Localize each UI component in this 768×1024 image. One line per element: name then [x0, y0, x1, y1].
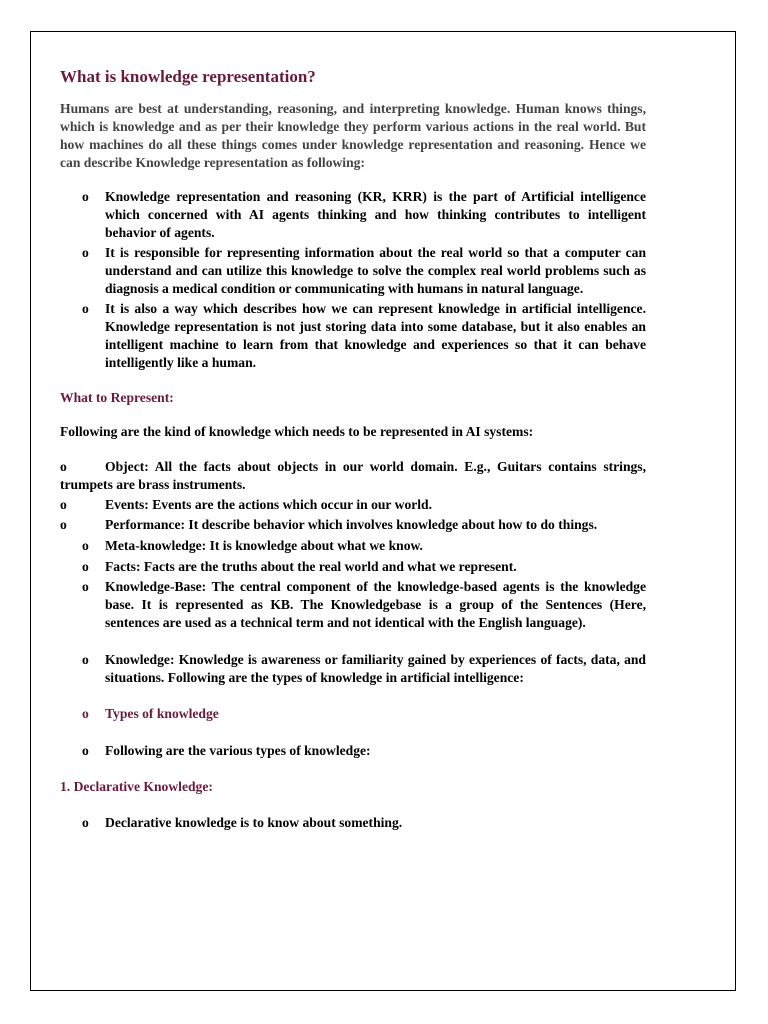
list-item: [60, 244, 646, 298]
bullet-icon: o: [82, 706, 89, 721]
bullet-icon: o: [82, 538, 89, 553]
intro-bullet-list: [60, 188, 646, 372]
list-item: [60, 458, 646, 494]
intro-paragraph: Humans are best at understanding, reasoning, and interpreting knowledge. Human knows things, which is knowledge and as per their knowledge they perform various actions in the real world. But how machines do all these things comes under knowledge representation and reasoning. Hence we can describe Knowledge representation as following:: [60, 101, 646, 170]
list-item-text: It is responsible for representing information about the real world so that a computer can understand and can utilize this knowledge to solve the complex real world problems such as diagnosis a medical condition or communicating with humans in natural language.: [105, 245, 646, 296]
list-item-text: Following are the various types of knowledge:: [105, 743, 371, 758]
document-content: [60, 66, 646, 832]
list-item-text: Object: All the facts about objects in our world domain. E.g., Guitars contains strings, trumpets are brass instruments.: [60, 459, 646, 492]
bullet-icon: o: [60, 459, 67, 474]
list-item: [60, 651, 646, 687]
list-item: [60, 300, 646, 372]
bullet-icon: o: [82, 579, 89, 594]
knowledge-elements-list: [60, 537, 646, 632]
list-item: [60, 742, 646, 760]
various-types-list: [60, 742, 646, 760]
bullet-icon: o: [82, 245, 89, 260]
types-list: [60, 705, 646, 723]
bullet-icon: o: [82, 815, 89, 830]
bullet-icon: o: [60, 517, 67, 532]
list-item: [60, 578, 646, 632]
list-item: [60, 814, 646, 832]
list-item-text: Facts: Facts are the truths about the real world and what we represent.: [105, 559, 517, 574]
list-item-text: It is also a way which describes how we can represent knowledge in artificial intelligence. Knowledge representation is not just storing data into some database, but it also enables an intelligent machine to learn from that knowledge and experiences so that it can behave intelligently like a human.: [105, 301, 646, 370]
list-item: [60, 516, 646, 534]
list-item-text: Declarative knowledge is to know about something.: [105, 815, 403, 830]
bullet-icon: o: [82, 743, 89, 758]
section-heading-declarative: 1. Declarative Knowledge:: [60, 779, 213, 794]
bullet-icon: o: [82, 559, 89, 574]
list-item: [60, 496, 646, 514]
list-item-text: Meta-knowledge: It is knowledge about what we know.: [105, 538, 423, 553]
list-item: [60, 558, 646, 576]
types-of-knowledge-heading: Types of knowledge: [105, 706, 219, 721]
knowledge-list: [60, 651, 646, 687]
list-item-text: Knowledge-Base: The central component of the knowledge-based agents is the knowledge base. It is represented as KB. The Knowledgebase is a group of the Sentences (Here, sentences are used as a technical term and not identical with the English language).: [105, 579, 646, 630]
page-title: What is knowledge representation?: [60, 67, 316, 86]
list-item: [60, 705, 646, 723]
list-item: [60, 188, 646, 242]
kind-of-knowledge-text: Following are the kind of knowledge which needs to be represented in AI systems:: [60, 424, 534, 439]
list-item-text: Knowledge representation and reasoning (KR, KRR) is the part of Artificial intelligence which concerned with AI agents thinking and how thinking contributes to intelligent behavior of agents.: [105, 189, 646, 240]
bullet-icon: o: [60, 497, 67, 512]
bullet-icon: o: [82, 301, 89, 316]
list-item-text: Knowledge: Knowledge is awareness or familiarity gained by experiences of facts, data, and situations. Following are the types of knowledge in artificial intelligence:: [105, 652, 646, 685]
declarative-list: [60, 814, 646, 832]
list-item: [60, 537, 646, 555]
bullet-icon: o: [82, 652, 89, 667]
list-item-text: Performance: It describe behavior which involves knowledge about how to do things.: [105, 517, 598, 532]
list-item-text: Events: Events are the actions which occur in our world.: [105, 497, 433, 512]
section-heading-what-to-represent: What to Represent:: [60, 390, 174, 405]
bullet-icon: o: [82, 189, 89, 204]
